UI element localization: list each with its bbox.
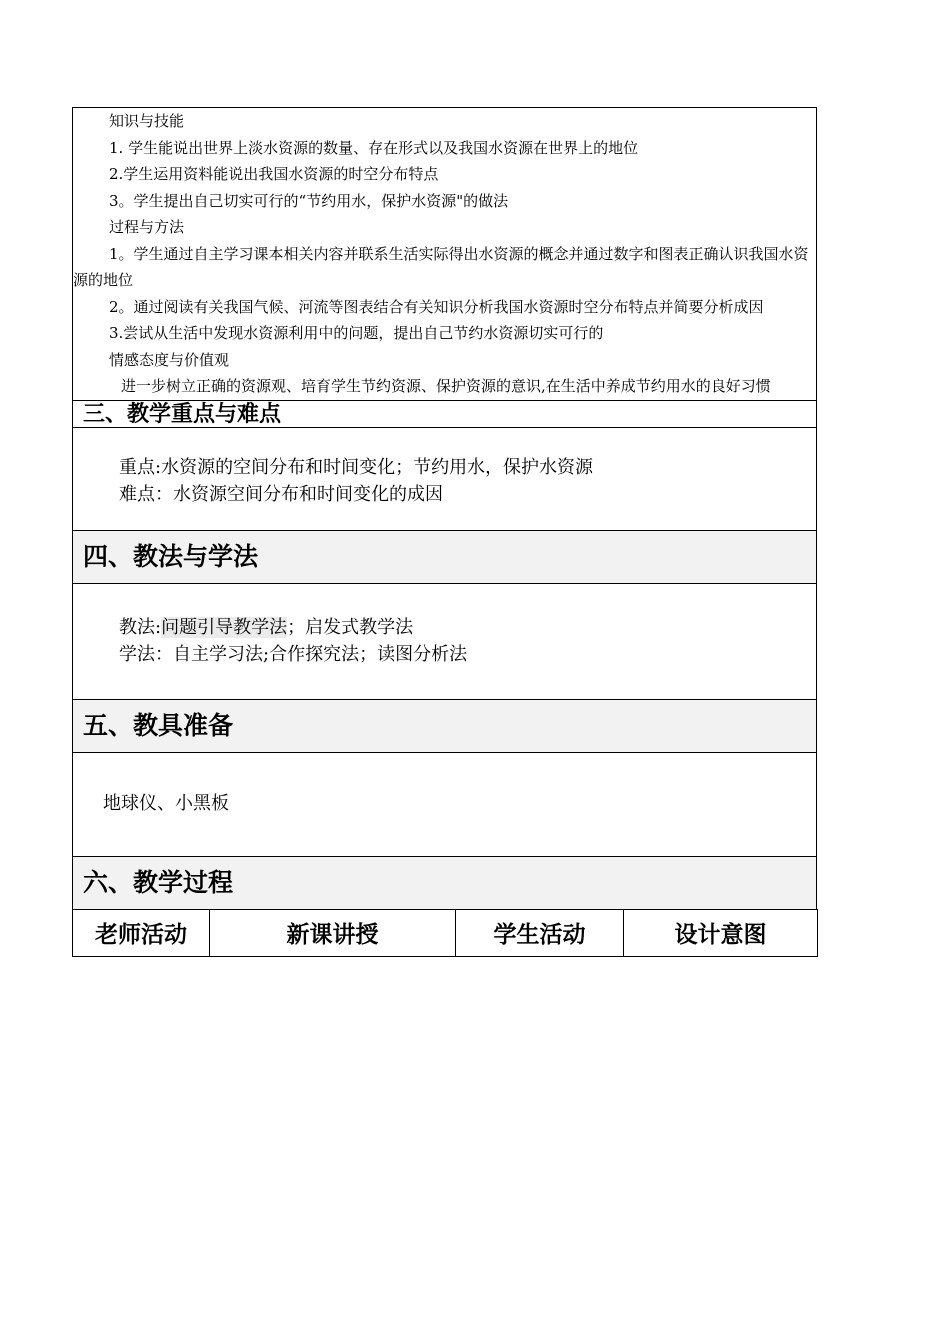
knowledge-item-3: 3。学生提出自己切实可行的“节约用水，保护水资源"的做法	[109, 191, 509, 210]
process-methods-title: 过程与方法	[109, 218, 185, 236]
lesson-plan-table	[72, 107, 817, 910]
process-item-1: 1。学生通过自主学习课本相关内容并联系生活实际得出水资源的概念并通过数字和图表正确认识我国水资源的地位	[73, 244, 809, 289]
teaching-method-prefix: 教法:	[119, 616, 162, 638]
emotion-item-1: 进一步树立正确的资源观、培育学生节约资源、保护资源的意识,在生活中养成节约用水的良好习惯	[121, 377, 771, 395]
teaching-method-line	[119, 614, 816, 641]
section-4-body	[73, 583, 817, 699]
column-header-teacher-activity: 老师活动	[73, 909, 210, 956]
key-points-line: 重点:水资源的空间分布和时间变化；节约用水，保护水资源	[119, 456, 594, 478]
section-3-heading: 三、教学重点与难点	[73, 400, 817, 427]
process-item-2: 2。通过阅读有关我国气候、河流等图表结合有关知识分析我国水资源时空分布特点并简要分析成因	[109, 297, 764, 316]
process-columns-table	[72, 909, 818, 957]
teaching-method-highlight: 问题引导教学法	[161, 616, 288, 638]
section-6-heading: 六、教学过程	[73, 856, 817, 909]
knowledge-skills-title: 知识与技能	[109, 112, 185, 130]
section-5-body	[73, 752, 817, 856]
teaching-aids-line: 地球仪、小黑板	[103, 792, 229, 814]
difficulties-line: 难点：水资源空间分布和时间变化的成因	[119, 483, 443, 505]
process-item-3: 3.尝试从生活中发现水资源利用中的问题，提出自己节约水资源切实可行的	[109, 324, 604, 342]
column-header-new-lesson: 新课讲授	[210, 909, 456, 956]
knowledge-item-2: 2.学生运用资料能说出我国水资源的时空分布特点	[109, 165, 439, 183]
teaching-objectives-cell	[73, 108, 817, 401]
teaching-method-suffix: ；启发式教学法	[287, 616, 414, 638]
section-5-heading: 五、教具准备	[73, 699, 817, 752]
column-header-student-activity: 学生活动	[456, 909, 624, 956]
column-header-design-intent: 设计意图	[624, 909, 818, 956]
lesson-plan-page	[72, 107, 817, 957]
section-3-body	[73, 427, 817, 530]
emotion-values-title: 情感态度与价值观	[109, 350, 230, 369]
section-4-heading: 四、教法与学法	[73, 530, 817, 583]
learning-method-line: 学法：自主学习法;合作探究法；读图分析法	[119, 643, 468, 665]
knowledge-item-1: 1. 学生能说出世界上淡水资源的数量、存在形式以及我国水资源在世界上的地位	[109, 138, 639, 157]
